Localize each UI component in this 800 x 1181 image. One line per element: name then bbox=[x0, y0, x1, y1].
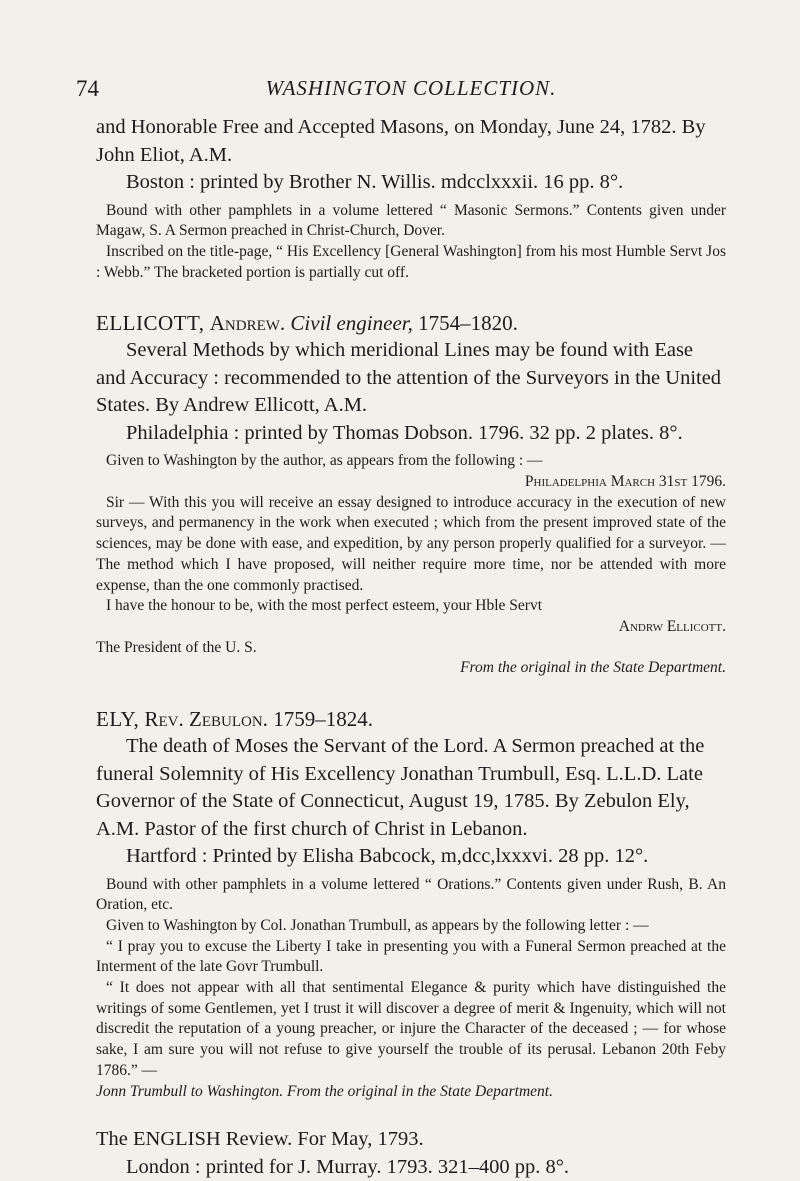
letter-body: Sir — With this you will receive an essay designed to introduce accuracy in the execution of new surveys, and permanency in the work when executed ; which from the present improved state of the sciences, may be done with ease, and expedition, by any person properly qualified for a surveyor. — The method which I have proposed, will neither require more time, nor be attended with more expense, than the one commonly practised. bbox=[96, 493, 726, 594]
entry-masonic-sermon bbox=[96, 114, 726, 283]
entry-forename: Rev. Zebulon. bbox=[144, 707, 268, 732]
entry-note: Bound with other pamphlets in a volume lettered “ Masonic Sermons.” Contents given under Magaw, S. A Sermon preached in Christ-Church, Dover. bbox=[96, 201, 726, 240]
entry-note: Bound with other pamphlets in a volume lettered “ Orations.” Contents given under Rush, B. An Oration, etc. bbox=[96, 875, 726, 914]
letter-dateline: Philadelphia March 31st 1796. bbox=[524, 473, 726, 491]
entry-dates: 1759–1824. bbox=[273, 707, 373, 732]
entry-english-review bbox=[96, 1126, 726, 1181]
running-head bbox=[76, 76, 726, 106]
letter-body: “ I pray you to excuse the Liberty I take in presenting you with a Funeral Sermon preached at the Interment of the late Govr Trumbull. bbox=[96, 937, 726, 976]
entry-title: The ENGLISH Review. For May, 1793. bbox=[96, 1128, 424, 1151]
entry-title: The death of Moses the Servant of the Lord. A Sermon preached at the funeral Solemnity of His Excellency Jonathan Trumbull, Esq. L.L.D. Late Governor of the State of Connecticut, August 19, 1785. By Zebulon Ely, A.M. Pastor of the first church of Christ in Lebanon. bbox=[96, 735, 705, 840]
entry-ely bbox=[96, 705, 726, 1102]
letter-source: Jonn Trumbull to Washington. From the original in the State Department. bbox=[96, 1082, 553, 1100]
entry-heading bbox=[96, 705, 726, 733]
entry-imprint: Hartford : Printed by Elisha Babcock, m,dcc,lxxxvi. 28 pp. 12°. bbox=[126, 845, 649, 868]
entry-note: Given to Washington by Col. Jonathan Trumbull, as appears by the following letter : — bbox=[106, 916, 649, 934]
entry-surname: ELY, bbox=[96, 707, 140, 732]
entry-imprint: Boston : printed by Brother N. Willis. mdcclxxxii. 16 pp. 8°. bbox=[126, 171, 624, 193]
page-number: 74 bbox=[76, 76, 99, 101]
entry-note: Given to Washington by the author, as appears from the following : — bbox=[106, 452, 543, 470]
document-page bbox=[76, 76, 726, 1181]
entry-ellicott bbox=[96, 309, 726, 679]
letter-signature: Andrw Ellicott. bbox=[618, 617, 726, 635]
entry-title: Several Methods by which meridional Lines may be found with Ease and Accuracy : recommended to the attention of the Surveyors in the United States. By Andrew Ellicott, A.M. bbox=[96, 339, 722, 417]
entry-dates: 1754–1820. bbox=[418, 311, 518, 336]
letter-source: From the original in the State Department. bbox=[460, 659, 726, 677]
entry-imprint: Philadelphia : printed by Thomas Dobson. 1796. 32 pp. 2 plates. 8°. bbox=[126, 421, 683, 444]
entry-heading bbox=[96, 309, 726, 337]
entry-forename: Andrew. bbox=[209, 311, 286, 336]
entry-imprint: London : printed for J. Murray. 1793. 321–400 pp. 8°. bbox=[126, 1155, 570, 1178]
entry-note: Inscribed on the title-page, “ His Excellency [General Washington] from his most Humble Servt Jos : Webb.” The bracketed portion is partially cut off. bbox=[96, 242, 726, 281]
running-title: WASHINGTON COLLECTION. bbox=[265, 76, 557, 100]
entry-surname: ELLICOTT, bbox=[96, 311, 205, 336]
letter-closing: I have the honour to be, with the most perfect esteem, your Hble Servt bbox=[106, 597, 543, 615]
letter-addressee: The President of the U. S. bbox=[96, 638, 257, 656]
letter-body: “ It does not appear with all that sentimental Elegance & purity which have distinguished the writings of some Gentlemen, yet I trust it will discover a degree of merit & Ingenuity, which will not discredit the reputation of a young preacher, or injure the Character of the deceased ; — for whose sake, I am sure you will not refuse to give yourself the trouble of its perusal. Lebanon 20th Feby 1786.” — bbox=[96, 979, 726, 1079]
entry-title-continued: and Honorable Free and Accepted Masons, on Monday, June 24, 1782. By John Eliot, A.M. bbox=[96, 116, 706, 166]
entry-role: Civil engineer, bbox=[290, 311, 413, 336]
